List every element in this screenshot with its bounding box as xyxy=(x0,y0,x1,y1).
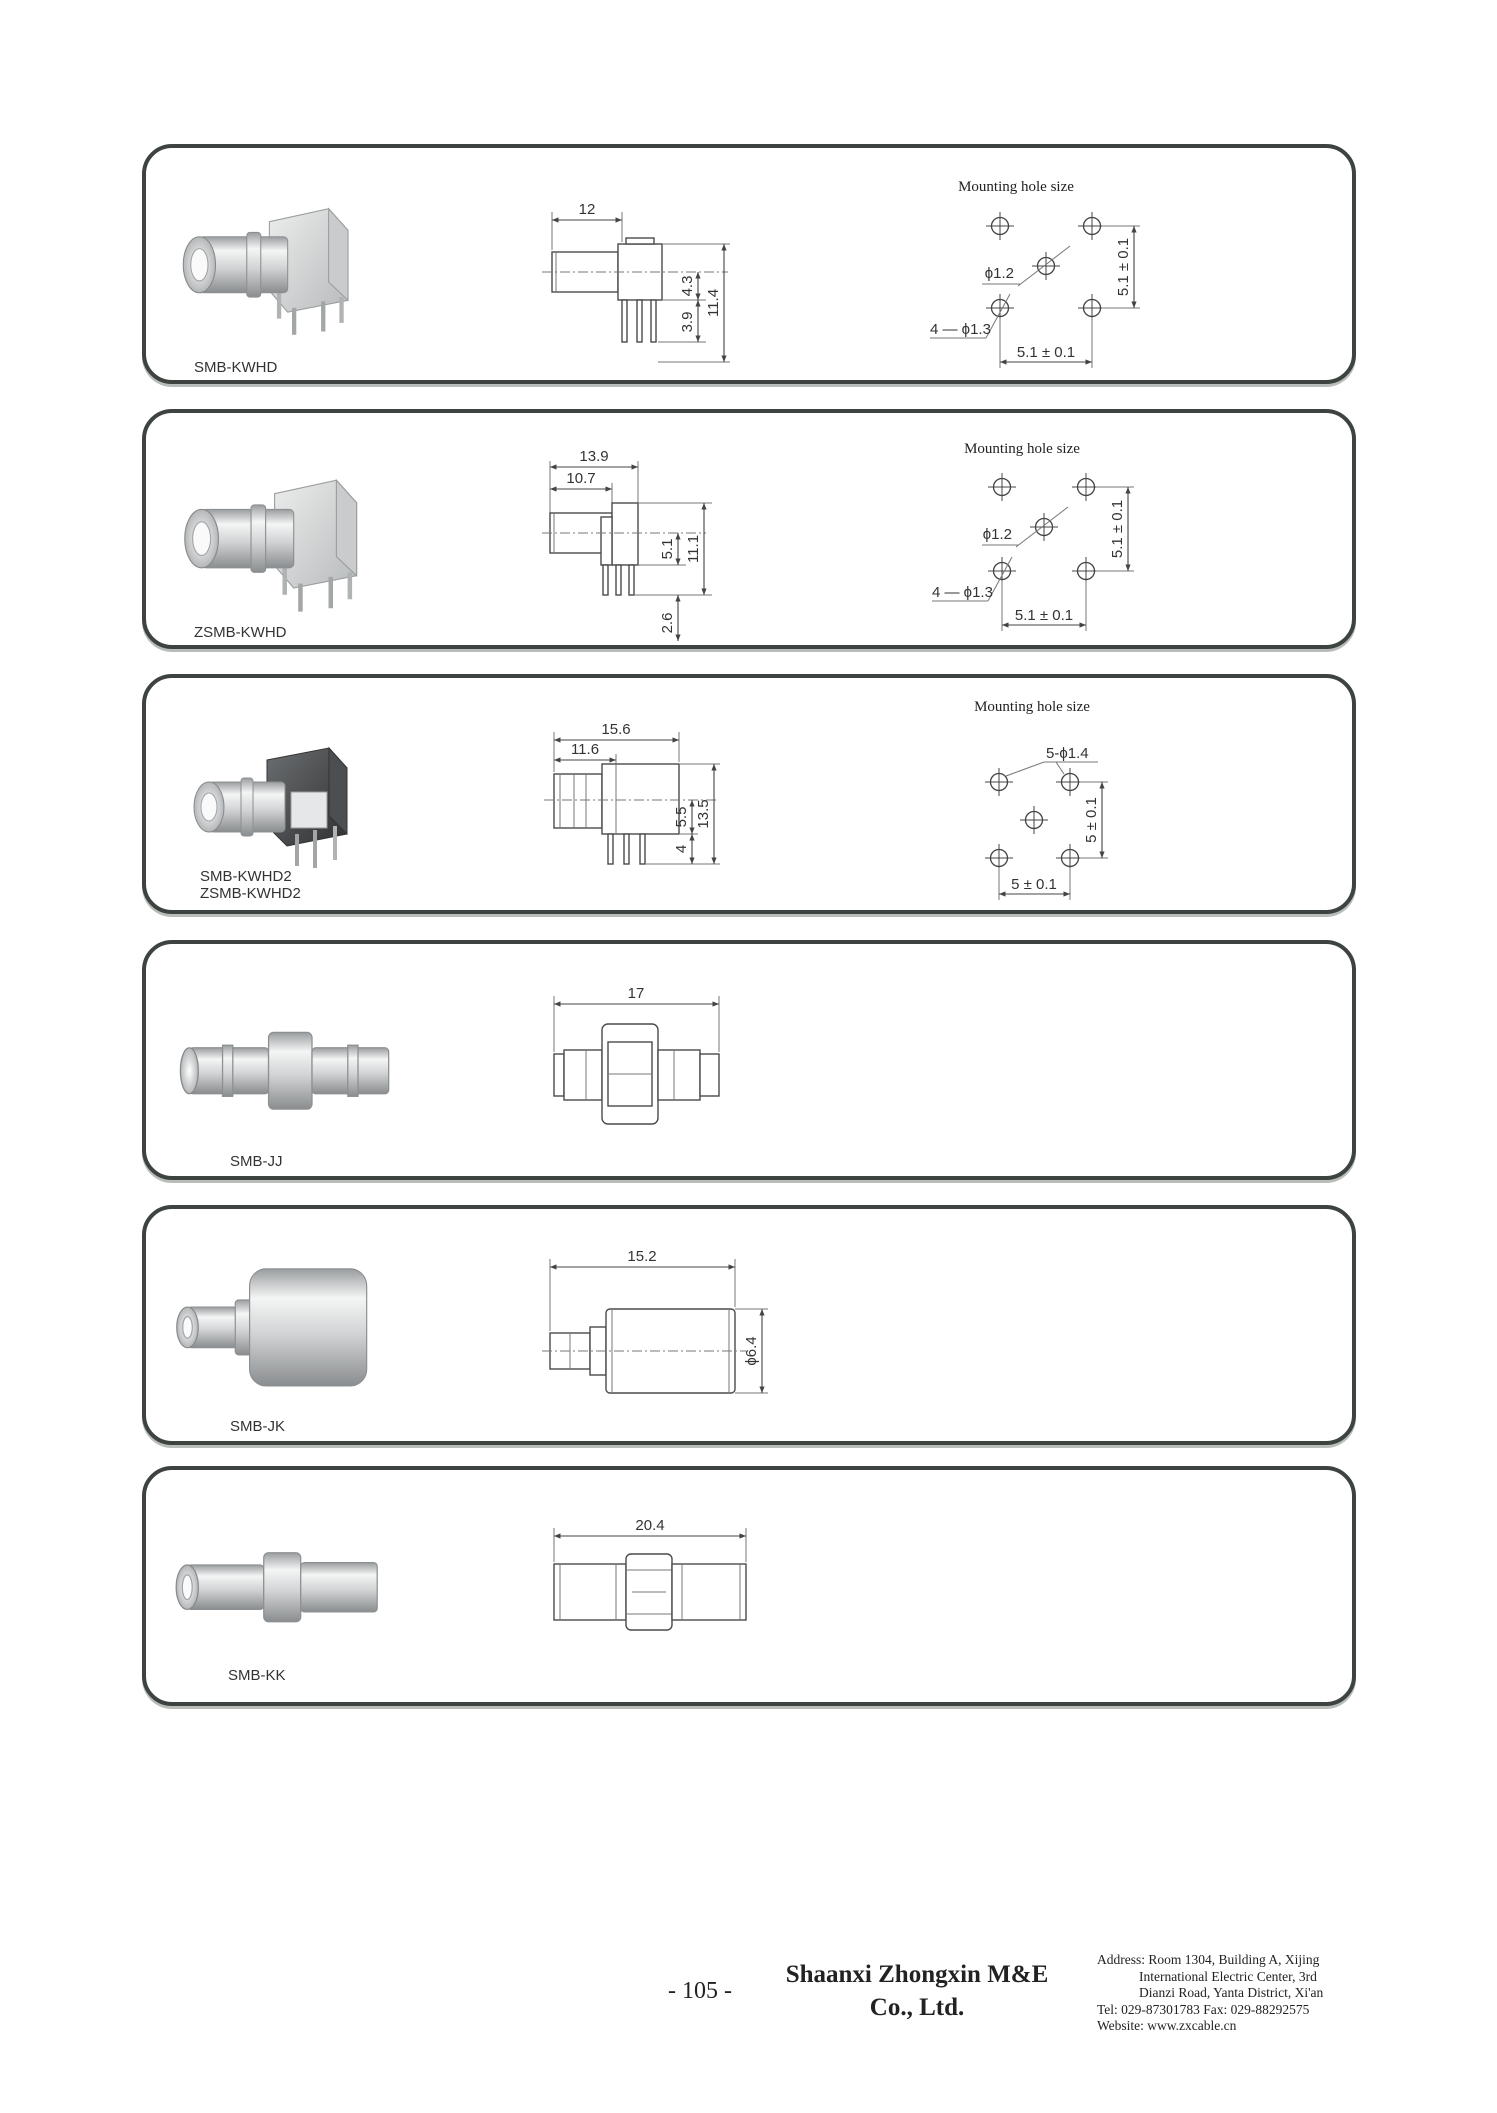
address-line: Dianzi Road, Yanta District, Xi'an xyxy=(1139,1985,1324,2000)
mounting-hole xyxy=(1078,212,1106,240)
center-hole-label: ϕ1.2 xyxy=(982,526,1012,543)
drawing-pin xyxy=(640,834,645,864)
drawing-cylinder xyxy=(554,774,602,828)
drawing-cylinder-left xyxy=(564,1050,602,1100)
mounting-hole xyxy=(986,212,1014,240)
dim-label-13-5: 13.5 xyxy=(695,799,712,829)
dim-label-20-4: 20.4 xyxy=(635,1517,665,1534)
product-photo xyxy=(194,748,347,868)
dim-label-15-2: 15.2 xyxy=(627,1248,657,1265)
model-label: SMB-KK xyxy=(228,1667,286,1684)
product-panel-smb-kk xyxy=(142,1466,1356,1706)
model-label: SMB-KWHD2 xyxy=(200,868,292,885)
drawing-pin xyxy=(616,565,621,595)
dim-label-11-6: 11.6 xyxy=(570,741,600,758)
dim-label-11-1: 11.1 xyxy=(685,534,702,564)
center-hole-label: ϕ1.2 xyxy=(984,265,1014,282)
holes-label: 4 — ϕ1.3 xyxy=(932,584,993,601)
product-panel-smb-kwhd2 xyxy=(142,674,1356,914)
dimension-drawing xyxy=(544,721,720,864)
mounting-hole xyxy=(985,768,1013,796)
company-address xyxy=(1097,1952,1457,2035)
dim-label-10-7: 10.7 xyxy=(566,470,596,487)
drawing-pin xyxy=(603,565,608,595)
dim-label-5-5: 5.5 xyxy=(673,806,690,828)
dim-label-5-1: 5.1 xyxy=(659,538,676,560)
drawing-body xyxy=(612,503,638,565)
pitch-x-label: 5.1 ± 0.1 xyxy=(1016,344,1076,361)
drawing-pin xyxy=(651,300,656,342)
product-photo xyxy=(177,1269,367,1386)
holes-label: 5-ϕ1.4 xyxy=(1046,745,1089,762)
drawing-cylinder-right xyxy=(658,1050,700,1100)
mounting-hole xyxy=(1078,294,1106,322)
drawing-cylinder-left xyxy=(554,1564,626,1620)
dim-width-label: 12 xyxy=(578,201,596,218)
dim-label-3-9: 3.9 xyxy=(679,311,696,333)
product-photo xyxy=(183,209,348,335)
mounting-title: Mounting hole size xyxy=(974,699,1090,715)
product-panel-smb-kwhd xyxy=(142,144,1356,384)
company-name-line2: Co., Ltd. xyxy=(869,1994,965,2021)
model-label-alt: ZSMB-KWHD2 xyxy=(200,885,301,902)
dimension-drawing xyxy=(542,1248,768,1393)
dim-label-11-4: 11.4 xyxy=(705,288,722,318)
panel-graphics xyxy=(146,148,1352,380)
mounting-hole xyxy=(988,557,1016,585)
product-panel-smb-jk xyxy=(142,1205,1356,1445)
drawing-pin xyxy=(637,300,642,342)
drawing-pin xyxy=(629,565,634,595)
dim-label-2-6: 2.6 xyxy=(659,612,676,634)
drawing-pin xyxy=(622,300,627,342)
pitch-y-label: 5 ± 0.1 xyxy=(1083,797,1100,843)
contact-phone-fax: Tel: 029-87301783 Fax: 029-88292575 xyxy=(1097,2001,1310,2017)
dimension-drawing xyxy=(554,1517,746,1630)
pitch-x-label: 5.1 ± 0.1 xyxy=(1014,607,1074,624)
product-panel-zsmb-kwhd xyxy=(142,409,1356,649)
dimension-drawing xyxy=(554,985,719,1124)
mounting-hole-diagram xyxy=(932,441,1134,631)
mounting-hole-center xyxy=(1030,513,1058,541)
mounting-title: Mounting hole size xyxy=(958,179,1074,195)
pitch-y-label: 5.1 ± 0.1 xyxy=(1115,237,1132,297)
website-line: Website: www.zxcable.cn xyxy=(1097,2018,1237,2033)
product-photo xyxy=(185,480,357,611)
pitch-x-label: 5 ± 0.1 xyxy=(1011,876,1057,893)
product-panel-smb-jj xyxy=(142,940,1356,1180)
mounting-hole xyxy=(1072,557,1100,585)
product-photo xyxy=(176,1553,377,1622)
model-label: SMB-JJ xyxy=(230,1153,283,1170)
drawing-body xyxy=(602,764,679,834)
mounting-hole xyxy=(1056,844,1084,872)
model-label: ZSMB-KWHD xyxy=(194,624,287,641)
mounting-hole xyxy=(986,294,1014,322)
dim-label-17: 17 xyxy=(627,985,645,1002)
panel-graphics xyxy=(146,413,1352,645)
model-label: SMB-JK xyxy=(230,1418,286,1435)
dimension-drawing xyxy=(542,201,730,362)
panel-graphics xyxy=(146,944,1352,1176)
mounting-hole xyxy=(988,473,1016,501)
company-name xyxy=(760,1958,1074,2024)
page-number: - 105 - xyxy=(668,1978,732,2004)
mounting-title: Mounting hole size xyxy=(964,441,1080,457)
mounting-hole xyxy=(1056,768,1084,796)
product-photo xyxy=(180,1032,388,1109)
company-name-line1: Shaanxi Zhongxin M&E xyxy=(785,1961,1049,1988)
dimension-drawing xyxy=(542,448,712,641)
drawing-pin xyxy=(608,834,613,864)
address-line: Address: Room 1304, Building A, Xijing xyxy=(1097,1952,1320,1967)
mounting-hole xyxy=(1072,473,1100,501)
mounting-hole-diagram xyxy=(930,179,1140,368)
dim-label-15-6: 15.6 xyxy=(601,721,631,738)
dim-label-diameter-6-4: ϕ6.4 xyxy=(743,1336,760,1366)
mounting-hole-diagram xyxy=(974,699,1108,900)
dim-label-13-9: 13.9 xyxy=(579,448,609,465)
drawing-pin xyxy=(624,834,629,864)
model-label: SMB-KWHD xyxy=(194,359,278,376)
panel-graphics xyxy=(146,1209,1352,1441)
mounting-hole xyxy=(985,844,1013,872)
dim-label-4-3: 4.3 xyxy=(679,275,696,297)
panel-graphics xyxy=(146,678,1352,910)
drawing-cylinder-right xyxy=(672,1564,746,1620)
mounting-hole-center xyxy=(1020,806,1048,834)
dim-label-4: 4 xyxy=(673,844,690,854)
mounting-hole-center xyxy=(1032,252,1060,280)
pitch-y-label: 5.1 ± 0.1 xyxy=(1109,499,1126,559)
address-line: International Electric Center, 3rd xyxy=(1139,1968,1317,1984)
panel-graphics xyxy=(146,1470,1352,1702)
holes-label: 4 — ϕ1.3 xyxy=(930,321,991,338)
